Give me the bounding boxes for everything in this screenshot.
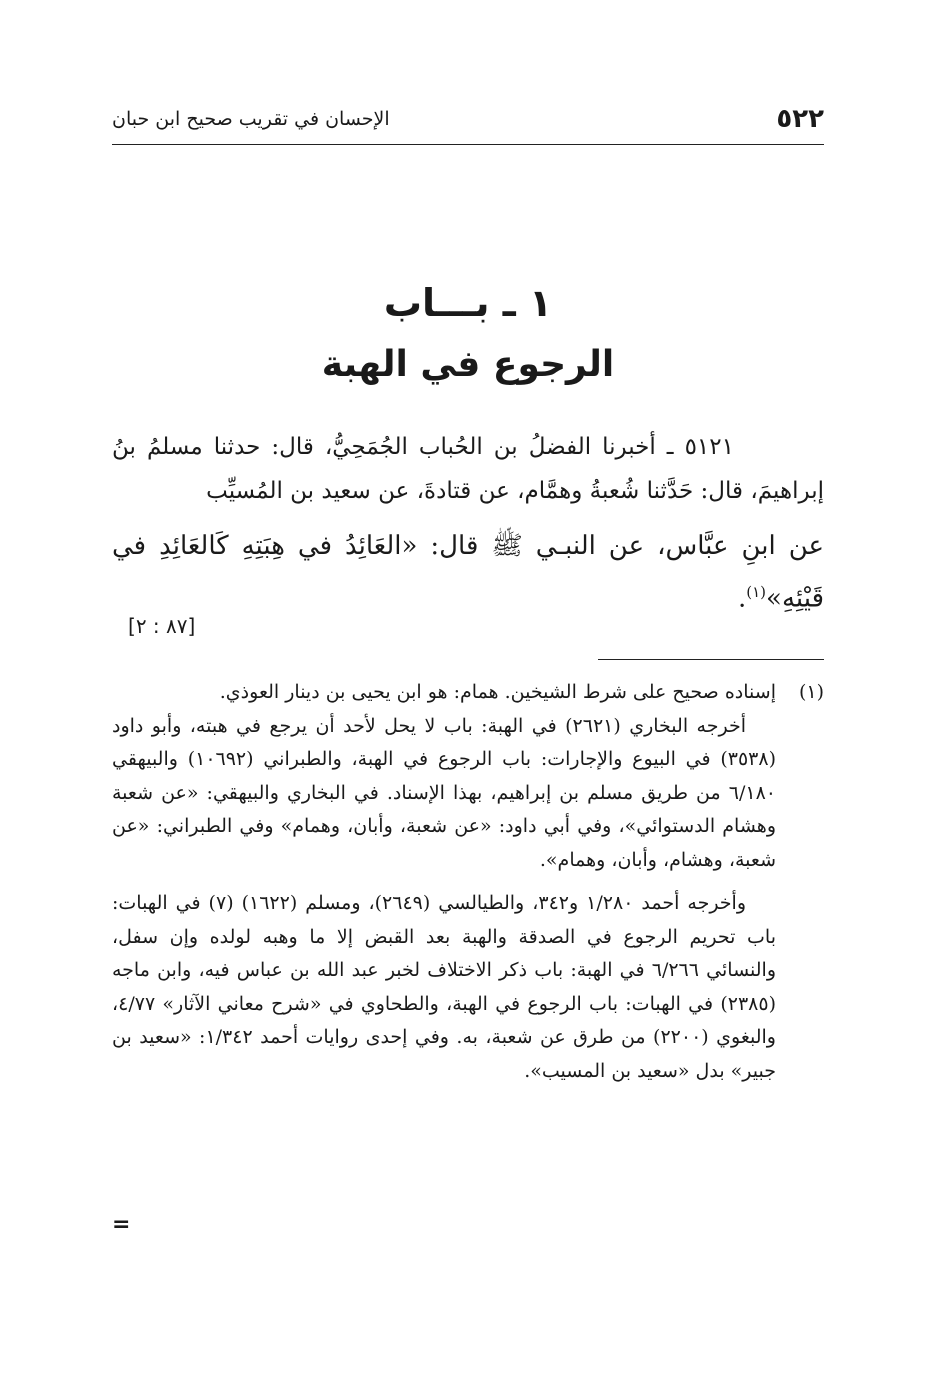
hadith-matn-text: عن ابنِ عبَّاس، عن النبـي ﷺ قال: «العَائِدُ في هِبَتِهِ كَالعَائِدِ في قَيْئِهِ» xyxy=(112,531,824,614)
hadith-isnad: ٥١٢١ ـ أخبرنا الفضلُ بن الحُباب الجُمَحِيُّ، قال: حدثنا مسلمُ بنُ إبراهيمَ، قال: حَدَّثنا شُعبةُ وهمَّام، عن قتادةَ، عن سعيد بن المُسيِّب xyxy=(112,434,824,504)
page-number: ٥٢٢ xyxy=(776,104,824,134)
chapter-title: الرجوع في الهبة xyxy=(321,344,615,385)
footnote-reference: (١) xyxy=(746,583,767,601)
chapter-number: ١ ـ بـــاب xyxy=(383,281,553,325)
footnote-first-line xyxy=(112,676,824,710)
hadith-matn xyxy=(112,523,824,622)
continuation-mark: = xyxy=(112,1212,131,1237)
hadith-text xyxy=(112,425,824,622)
book-page xyxy=(112,0,824,1373)
hadith-reference: [٨٧ : ٢] xyxy=(128,614,196,638)
header-rule xyxy=(112,144,824,145)
footnote-paragraph-1: أخرجه البخاري (٢٦٢١) في الهبة: باب لا يحل لأحد أن يرجع في هبته، وأبو داود (٣٥٣٨) في البيوع والإجارات: باب الرجوع في الهبة، والطبراني (١٠٦٩٢) والبيهقي ٦/١٨٠ من طريق مسلم بن إبراهيم، بهذا الإسناد. في البخاري والبيهقي: «عن شعبة وهشام الدستوائي»، وفي أبي داود: «عن شعبة، وأبان، وهمام» وفي الطبراني: «عن شعبة، وهشام، وأبان، وهمام». xyxy=(112,714,776,871)
footnote-separator xyxy=(598,659,824,660)
hadith-matn-end: . xyxy=(737,583,747,614)
footnote-paragraph-2: وأخرجه أحمد ١/٢٨٠ و٣٤٢، والطيالسي (٢٦٤٩)، ومسلم (١٦٢٢) (٧) في الهبات: باب تحريم الرجوع في الصدقة والهبة بعد القبض إلا ما وهبه لولده وإن سفل، والنسائي ٦/٢٦٦ في الهبة: باب ذكر الاختلاف لخبر عبد الله بن عباس فيه، وابن ماجه (٢٣٨٥) في الهبات: باب الرجوع في الهبة، والطحاوي في «شرح معاني الآثار» ٤/٧٧، والبغوي (٢٢٠٠) من طرق عن شعبة، به. وفي إحدى روايات أحمد ١/٣٤٢: «سعيد بن جبير» بدل «سعيد بن المسيب». xyxy=(112,892,776,1082)
footnote-first-text: إسناده صحيح على شرط الشيخين. همام: هو ابن يحيى بن دينار العوذي. xyxy=(219,681,776,703)
footnotes xyxy=(112,676,824,1088)
footnote-marker: (١) xyxy=(798,681,824,703)
running-header xyxy=(112,92,824,132)
book-title: الإحسان في تقريب صحيح ابن حبان xyxy=(112,108,390,130)
